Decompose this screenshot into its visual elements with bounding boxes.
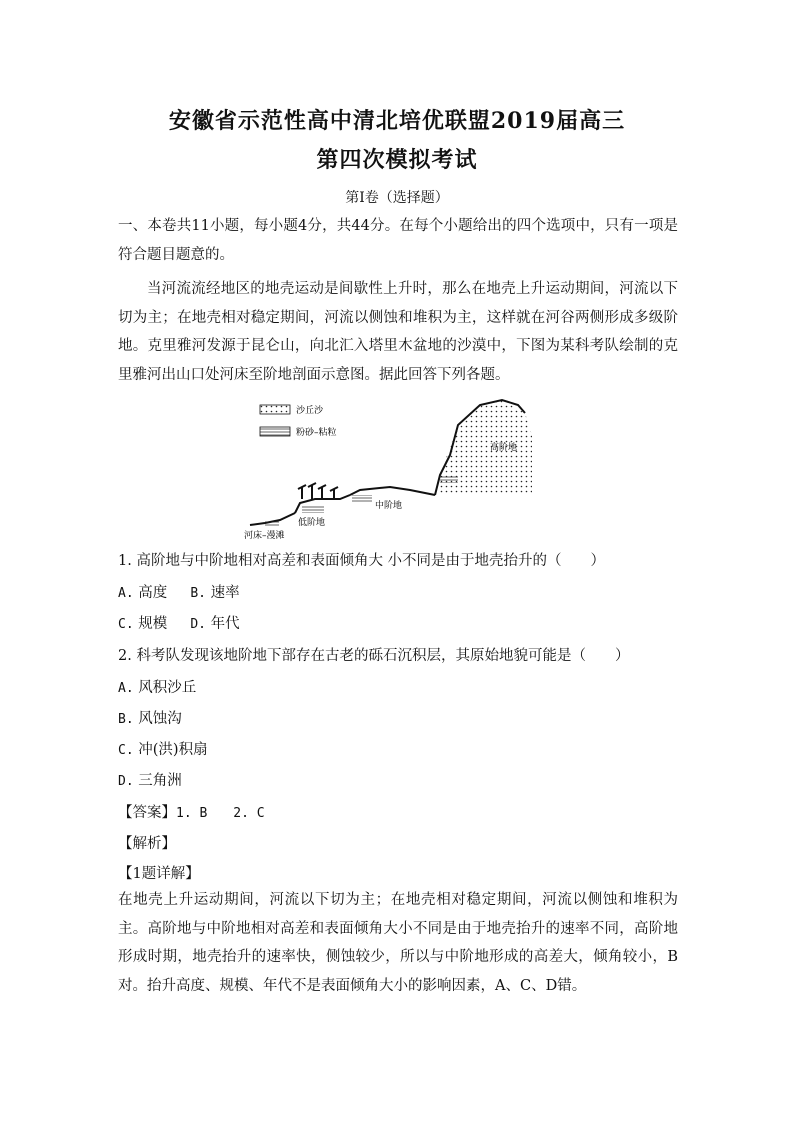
detail-text: 在地壳上升运动期间，河流以下切为主；在地壳相对稳定期间，河流以侧蚀和堆积为主。高阶地与中阶地相对高差和表面倾角大小不同是由于地壳抬升的速率不同，高阶地形成时期，地壳抬升的速率快，侧蚀较少，所以与中阶地形成的高差大，倾角较小，B对。抬升高度、规模、年代不是表面倾角大小的影响因素，A、C、D错。 <box>118 892 678 995</box>
middle-terrace-outline <box>350 487 435 495</box>
passage: 当河流流经地区的地壳运动是间歇性上升时，那么在地壳上升运动期间，河流以下切为主；在地壳相对稳定期间，河流以侧蚀和堆积为主，这样就在河谷两侧形成多级阶地。克里雅河发源于昆仑山，向北汇入塔里木盆地的沙漠中，下图为某科考队绘制的克里雅河出山口处河床至阶地剖面示意图。据此回答下列各题。 <box>118 281 678 384</box>
detail-heading: 【1题详解】 <box>118 866 200 882</box>
question-2-option-a: A. 风积沙丘 <box>118 680 197 696</box>
question-2-option-b: B. 风蚀沟 <box>118 711 182 727</box>
question-1-stem: 1. 高阶地与中阶地相对高差和表面倾角大 小不同是由于地壳抬升的（ ） <box>118 553 606 569</box>
page-title-line1: 安徽省示范性高中清北培优联盟2019届高三 <box>168 108 626 134</box>
label-middle-terrace: 中阶地 <box>375 501 403 511</box>
question-2-option-c: C. 冲(洪)积扇 <box>118 742 208 758</box>
question-1-options-row2: C. 规模 D. 年代 <box>118 616 240 632</box>
high-terrace-silt <box>440 475 458 483</box>
question-2-option-d: D. 三角洲 <box>118 773 182 789</box>
legend-silt-swatch <box>260 427 290 436</box>
answer-line: 【答案】1. B 2. C <box>118 805 265 821</box>
label-high-terrace: 高阶地 <box>490 443 518 453</box>
low-terrace-silt <box>302 505 324 513</box>
page-title-line2: 第四次模拟考试 <box>316 147 478 173</box>
analysis-heading: 【解析】 <box>118 836 176 852</box>
label-riverbed: 河床–漫滩 <box>244 531 285 541</box>
vegetation <box>298 483 338 499</box>
terrace-profile-diagram <box>240 395 540 545</box>
question-2-stem: 2. 科考队发现该地阶地下部存在古老的砾石沉积层，其原始地貌可能是（ ） <box>118 648 630 664</box>
middle-terrace-silt <box>352 495 372 503</box>
question-1-options-row1: A. 高度 B. 速率 <box>118 585 240 601</box>
terrace-profile-figure <box>240 395 540 545</box>
legend-silt-label: 粉砂–粘粒 <box>296 428 337 438</box>
label-low-terrace: 低阶地 <box>298 518 326 528</box>
instructions: 一、本卷共11小题，每小题4分，共44分。在每个小题给出的四个选项中，只有一项是符合题目题意的。 <box>118 218 678 263</box>
riverbed-silt <box>265 521 279 526</box>
legend-sand-swatch <box>260 405 290 414</box>
legend-sand-label: 沙丘沙 <box>296 406 324 416</box>
section-heading: 第Ⅰ卷（选择题） <box>345 190 449 206</box>
